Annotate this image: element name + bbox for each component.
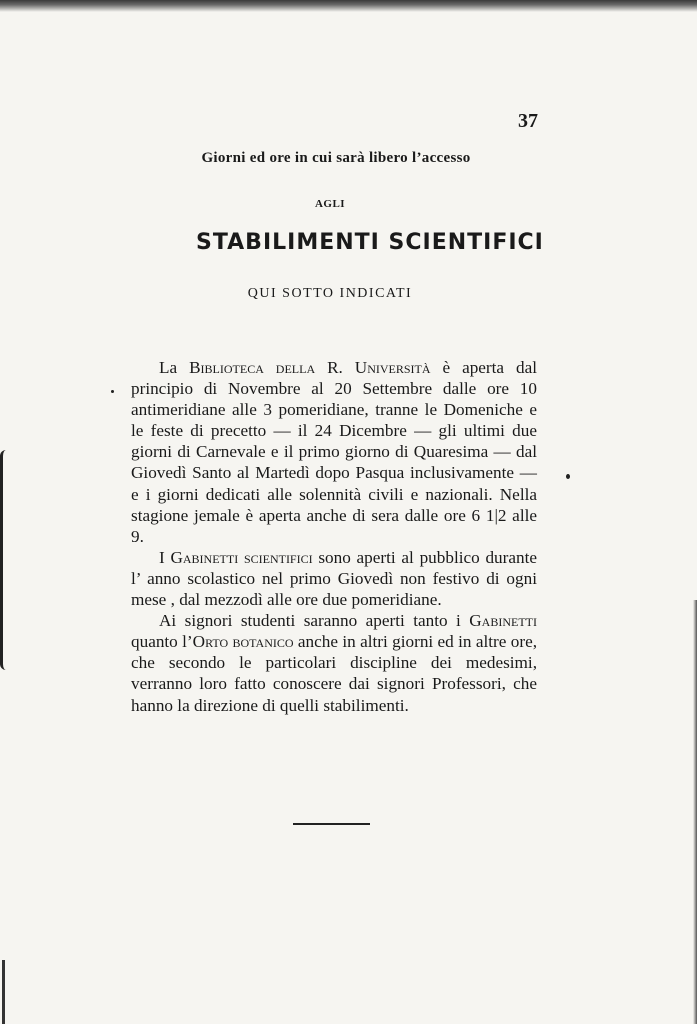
paragraph-text: sono aperti al pubblico durante l’ anno scolastico nel primo Giovedì non festivo di ogni mese , dal mezzodì alle ore due pomeridiane. <box>131 547 537 610</box>
print-speck <box>111 390 114 393</box>
page-top-edge <box>0 0 697 12</box>
page-left-edge <box>0 450 12 670</box>
page-right-edge <box>693 600 697 1024</box>
body-text <box>131 357 537 716</box>
paragraph-small-caps: Biblioteca della <box>189 358 316 377</box>
paragraph-text: quanto l’ <box>131 632 193 652</box>
paragraph-small-caps: Gabinetti scientifici <box>170 547 313 567</box>
paragraph-small-caps: Gabinetti <box>469 611 537 631</box>
paragraph-small-caps: Università <box>354 358 431 377</box>
paragraph-small-caps: Orto botanico <box>192 632 294 652</box>
print-speck <box>566 474 570 479</box>
paragraph-studenti <box>131 610 537 715</box>
page-heading: Giorni ed ore in cui sarà libero l’accesso <box>201 150 471 166</box>
paragraph-text: è aperta dal principio di Novembre al 20 Settembre dalle ore 10 antimeridiane alle 3 pomeridiane, tranne le Domeniche e le feste di precetto — il 24 Dicembre — gli ultimi due giorni di Carnevale e il primo giorno di Quaresima — dal Giovedì Santo al Martedì dopo Pasqua inclusivamente — e i giorni dedicati alle solennità civili e nazionali. Nella stagione jemale è aperta anche di sera dalle ore 6 1|2 alle 9. <box>131 358 537 546</box>
heading-connector: AGLI <box>314 198 346 210</box>
page-number: 37 <box>518 110 538 132</box>
closing-rule <box>293 823 370 825</box>
paragraph-biblioteca <box>131 357 537 547</box>
paragraph-text: I <box>159 547 171 567</box>
paragraph-text: anche in altri giorni ed in altre ore, che secondo le particolari discipline dei medesimi, verranno loro fatto conoscere dai signori Professori, che hanno la direzione di quelli stabilimenti. <box>131 632 538 715</box>
page-title: STABILIMENTI SCIENTIFICI <box>196 230 544 255</box>
page-left-edge-bottom <box>2 960 5 1024</box>
paragraph-text: Ai signori studenti saranno aperti tanto i <box>159 611 470 631</box>
paragraph-text: R. <box>315 358 355 377</box>
paragraph-gabinetti <box>131 547 537 610</box>
page-subtitle: QUI SOTTO INDICATI <box>247 286 413 301</box>
paragraph-text: La <box>159 358 190 377</box>
